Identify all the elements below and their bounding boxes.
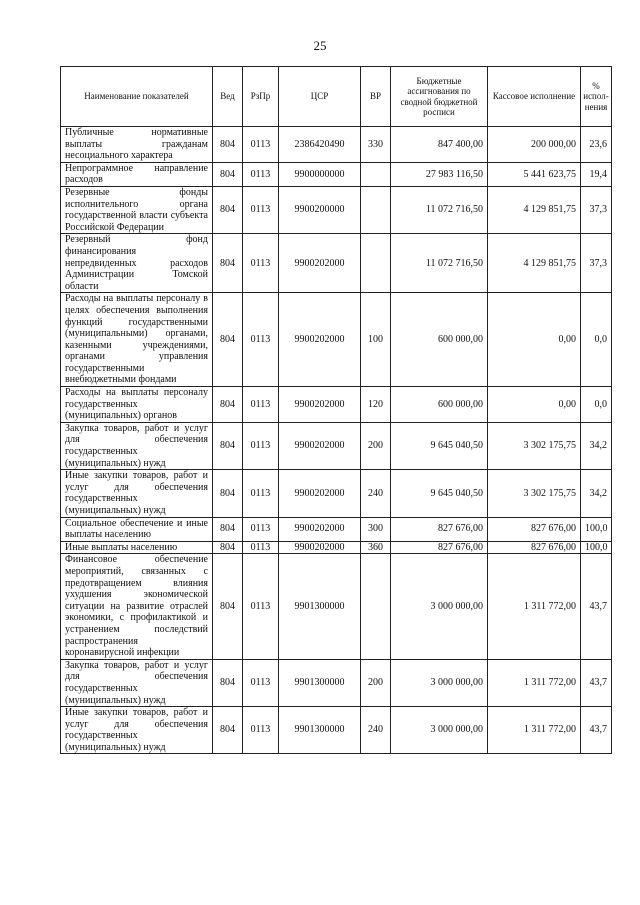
cell-csr: 9900202000 <box>279 234 361 293</box>
cell-budget: 3 000 000,00 <box>391 659 488 706</box>
cell-budget: 3 000 000,00 <box>391 554 488 659</box>
cell-rzpr: 0113 <box>243 387 279 423</box>
cell-vr: 200 <box>361 422 391 469</box>
cell-vr: 240 <box>361 470 391 517</box>
cell-rzpr: 0113 <box>243 234 279 293</box>
cell-cash: 4 129 851,75 <box>488 234 581 293</box>
table-row <box>61 162 612 186</box>
cell-budget: 11 072 716,50 <box>391 234 488 293</box>
cell-name: Непрограммное направление расходов <box>61 162 213 186</box>
cell-name: Резервный фонд финансирования непредвиденных расходов Администрации Томской области <box>61 234 213 293</box>
cell-ved: 804 <box>213 659 243 706</box>
cell-vr <box>361 554 391 659</box>
cell-name: Финансовое обеспечение мероприятий, связанных с предотвращением влияния ухудшения экономической ситуации на развитие отраслей экономики, с профилактикой и устранением последствий распространения коронавирусной инфекции <box>61 554 213 659</box>
table-header-row <box>61 67 612 127</box>
budget-execution-table <box>60 66 612 754</box>
cell-ved: 804 <box>213 422 243 469</box>
cell-name: Публичные нормативные выплаты гражданам несоциального характера <box>61 127 213 163</box>
cell-name: Резервные фонды исполнительного органа государственной власти субъекта Российской Федерации <box>61 186 213 233</box>
cell-cash: 5 441 623,75 <box>488 162 581 186</box>
cell-vr: 330 <box>361 127 391 163</box>
table-row <box>61 541 612 554</box>
header-csr: ЦСР <box>279 67 361 127</box>
cell-budget: 827 676,00 <box>391 517 488 541</box>
cell-csr: 2386420490 <box>279 127 361 163</box>
cell-vr: 200 <box>361 659 391 706</box>
cell-name: Иные закупки товаров, работ и услуг для обеспечения государственных (муниципальных) нужд <box>61 470 213 517</box>
header-budget: Бюджетные ассигнования по сводной бюджетной росписи <box>391 67 488 127</box>
cell-ved: 804 <box>213 186 243 233</box>
cell-cash: 827 676,00 <box>488 541 581 554</box>
cell-cash: 1 311 772,00 <box>488 707 581 754</box>
cell-cash: 0,00 <box>488 293 581 387</box>
cell-name: Закупка товаров, работ и услуг для обеспечения государственных (муниципальных) нужд <box>61 659 213 706</box>
cell-pct: 37,3 <box>581 186 612 233</box>
cell-rzpr: 0113 <box>243 127 279 163</box>
header-rzpr: РзПр <box>243 67 279 127</box>
cell-budget: 847 400,00 <box>391 127 488 163</box>
cell-rzpr: 0113 <box>243 470 279 517</box>
header-name: Наименование показателей <box>61 67 213 127</box>
cell-pct: 43,7 <box>581 554 612 659</box>
cell-vr: 360 <box>361 541 391 554</box>
cell-name: Социальное обеспечение и иные выплаты населению <box>61 517 213 541</box>
cell-csr: 9901300000 <box>279 659 361 706</box>
cell-cash: 3 302 175,75 <box>488 470 581 517</box>
cell-rzpr: 0113 <box>243 659 279 706</box>
cell-pct: 100,0 <box>581 517 612 541</box>
cell-vr: 120 <box>361 387 391 423</box>
cell-budget: 3 000 000,00 <box>391 707 488 754</box>
cell-pct: 37,3 <box>581 234 612 293</box>
cell-csr: 9901300000 <box>279 707 361 754</box>
cell-cash: 1 311 772,00 <box>488 554 581 659</box>
cell-name: Иные закупки товаров, работ и услуг для обеспечения государственных (муниципальных) нужд <box>61 707 213 754</box>
cell-pct: 34,2 <box>581 470 612 517</box>
table-body <box>61 127 612 754</box>
cell-cash: 827 676,00 <box>488 517 581 541</box>
cell-ved: 804 <box>213 470 243 517</box>
cell-rzpr: 0113 <box>243 541 279 554</box>
cell-budget: 600 000,00 <box>391 387 488 423</box>
cell-pct: 0,0 <box>581 293 612 387</box>
cell-rzpr: 0113 <box>243 186 279 233</box>
cell-pct: 100,0 <box>581 541 612 554</box>
cell-vr <box>361 234 391 293</box>
cell-pct: 23,6 <box>581 127 612 163</box>
cell-rzpr: 0113 <box>243 293 279 387</box>
cell-name: Расходы на выплаты персоналу в целях обеспечения выполнения функций государственными (муниципальными) органами, казенными учреждениями, органами управления государственными внебюджетными фондами <box>61 293 213 387</box>
cell-vr: 300 <box>361 517 391 541</box>
cell-vr: 240 <box>361 707 391 754</box>
cell-csr: 9900202000 <box>279 517 361 541</box>
cell-cash: 0,00 <box>488 387 581 423</box>
cell-pct: 43,7 <box>581 707 612 754</box>
cell-rzpr: 0113 <box>243 707 279 754</box>
cell-budget: 9 645 040,50 <box>391 422 488 469</box>
cell-ved: 804 <box>213 127 243 163</box>
cell-cash: 200 000,00 <box>488 127 581 163</box>
cell-rzpr: 0113 <box>243 517 279 541</box>
cell-rzpr: 0113 <box>243 554 279 659</box>
table-row <box>61 234 612 293</box>
cell-csr: 9900202000 <box>279 387 361 423</box>
table-row <box>61 186 612 233</box>
cell-vr: 100 <box>361 293 391 387</box>
cell-csr: 9900000000 <box>279 162 361 186</box>
cell-pct: 34,2 <box>581 422 612 469</box>
cell-budget: 9 645 040,50 <box>391 470 488 517</box>
cell-vr <box>361 162 391 186</box>
cell-ved: 804 <box>213 387 243 423</box>
cell-budget: 11 072 716,50 <box>391 186 488 233</box>
cell-budget: 27 983 116,50 <box>391 162 488 186</box>
cell-budget: 827 676,00 <box>391 541 488 554</box>
header-pct: % испол-нения <box>581 67 612 127</box>
cell-ved: 804 <box>213 541 243 554</box>
cell-cash: 3 302 175,75 <box>488 422 581 469</box>
cell-csr: 9900202000 <box>279 541 361 554</box>
table-row <box>61 293 612 387</box>
cell-cash: 4 129 851,75 <box>488 186 581 233</box>
cell-name: Иные выплаты населению <box>61 541 213 554</box>
cell-csr: 9900202000 <box>279 470 361 517</box>
cell-cash: 1 311 772,00 <box>488 659 581 706</box>
cell-ved: 804 <box>213 554 243 659</box>
cell-ved: 804 <box>213 517 243 541</box>
cell-pct: 19,4 <box>581 162 612 186</box>
cell-name: Расходы на выплаты персоналу государственных (муниципальных) органов <box>61 387 213 423</box>
cell-name: Закупка товаров, работ и услуг для обеспечения государственных (муниципальных) нужд <box>61 422 213 469</box>
cell-budget: 600 000,00 <box>391 293 488 387</box>
cell-ved: 804 <box>213 162 243 186</box>
cell-pct: 43,7 <box>581 659 612 706</box>
cell-rzpr: 0113 <box>243 162 279 186</box>
header-cash: Кассовое исполнение <box>488 67 581 127</box>
cell-vr <box>361 186 391 233</box>
cell-csr: 9901300000 <box>279 554 361 659</box>
cell-pct: 0,0 <box>581 387 612 423</box>
cell-rzpr: 0113 <box>243 422 279 469</box>
table-row <box>61 127 612 163</box>
cell-ved: 804 <box>213 234 243 293</box>
table-row <box>61 470 612 517</box>
table-row <box>61 387 612 423</box>
table-row <box>61 422 612 469</box>
page-number: 25 <box>313 38 327 53</box>
table-row <box>61 517 612 541</box>
table-row <box>61 554 612 659</box>
table-row <box>61 659 612 706</box>
header-ved: Вед <box>213 67 243 127</box>
cell-csr: 9900200000 <box>279 186 361 233</box>
cell-csr: 9900202000 <box>279 422 361 469</box>
header-vr: ВР <box>361 67 391 127</box>
table-row <box>61 707 612 754</box>
cell-csr: 9900202000 <box>279 293 361 387</box>
cell-ved: 804 <box>213 293 243 387</box>
cell-ved: 804 <box>213 707 243 754</box>
